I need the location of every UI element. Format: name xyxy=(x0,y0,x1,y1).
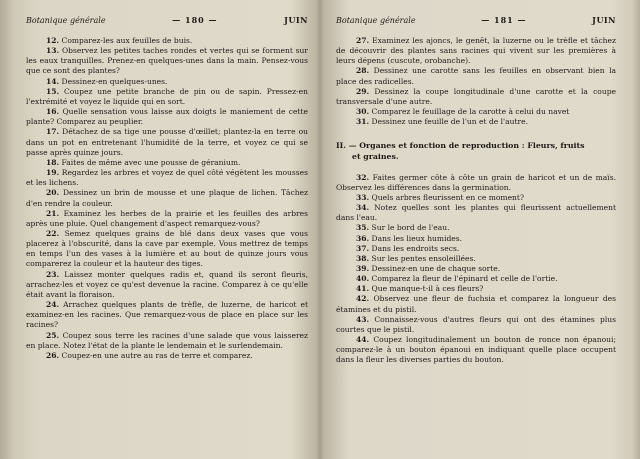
exercise-text: Dessinez-en quelques-unes. xyxy=(61,76,168,86)
exercise-item xyxy=(26,209,308,229)
exercise-number: 41. xyxy=(356,284,370,294)
exercise-number: 35. xyxy=(356,223,370,233)
right-page-body xyxy=(336,36,616,366)
exercise-text: Observez les petites taches rondes et vertes qui se forment sur les eaux tranquilles. Prenez-en quelques-unes dans la main. Pensez-vous que ce sont des plantes? xyxy=(26,46,308,76)
exercise-number: 43. xyxy=(356,314,370,324)
exercise-text: Comparez la fleur de l'épinard et celle de l'ortie. xyxy=(371,274,558,284)
exercise-text: Comparez-les aux feuilles de buis. xyxy=(61,36,193,45)
exercise-item xyxy=(26,46,308,76)
exercise-item xyxy=(336,203,616,223)
exercise-number: 25. xyxy=(46,330,60,340)
exercise-item xyxy=(336,264,616,274)
right-page-number: — 181 — xyxy=(481,15,527,25)
exercise-item xyxy=(26,168,308,188)
exercise-text: Coupez-en une autre au ras de terre et comparez. xyxy=(61,350,253,360)
exercise-item xyxy=(26,331,308,351)
exercise-item xyxy=(26,158,308,168)
exercise-number: 18. xyxy=(46,157,60,167)
exercise-text: Quels arbres fleurissent en ce moment? xyxy=(371,192,524,202)
exercise-text: Faites de même avec une pousse de géranium. xyxy=(61,157,241,167)
exercise-number: 42. xyxy=(356,294,370,304)
exercise-item xyxy=(336,117,616,127)
exercise-item xyxy=(336,107,616,117)
exercise-text: Examinez les ajoncs, le genêt, la luzerne ou le trèfle et tâchez de découvrir des plantes sans racines qui vivent sur les premières à leurs dépens (cuscute, orobanche). xyxy=(336,36,616,66)
exercise-item xyxy=(26,300,308,330)
exercise-text: Dessinez-en une de chaque sorte. xyxy=(371,264,501,273)
exercise-text: Que manque-t-il à ces fleurs? xyxy=(371,284,484,294)
exercise-item xyxy=(336,254,616,264)
left-page-body xyxy=(26,36,308,361)
exercise-text: Comparez le feuillage de la carotte à celui du navet xyxy=(371,107,570,117)
exercise-number: 40. xyxy=(356,274,370,284)
exercise-number: 36. xyxy=(356,233,370,243)
exercise-text: Regardez les arbres et voyez de quel côté végètent les mousses et les lichens. xyxy=(26,168,308,188)
exercise-text: Sur les pentes ensoleillées. xyxy=(371,253,476,263)
exercise-number: 16. xyxy=(46,107,60,117)
exercise-text: Dessinez une carotte sans les feuilles en observant bien la place des radicelles. xyxy=(336,66,616,86)
exercise-number: 30. xyxy=(356,107,370,117)
right-items-after xyxy=(336,173,616,366)
exercise-text: Dessinez un brin de mousse et une plaque de lichen. Tâchez d'en rendre la couleur. xyxy=(26,188,309,208)
exercise-item xyxy=(336,193,616,203)
exercise-number: 22. xyxy=(46,228,60,238)
exercise-item xyxy=(26,87,308,107)
exercise-item xyxy=(336,234,616,244)
exercise-item xyxy=(26,36,308,46)
exercise-text: Sur le bord de l'eau. xyxy=(371,223,450,233)
exercise-text: Laissez monter quelques radis et, quand ils seront fleuris, arrachez-les et voyez ce qu'est devenue la racine. Comparez à ce qu'elle était avant la floraison. xyxy=(26,269,308,299)
exercise-text: Quelle sensation vous laisse aux doigts le maniement de cette plante? Comparez au peuplier. xyxy=(26,107,308,127)
right-page-header xyxy=(336,13,616,27)
exercise-text: Faites germer côte à côte un grain de haricot et un de maïs. Observez les différences dans la germination. xyxy=(336,172,616,192)
right-running-title: Botanique générale xyxy=(336,15,416,25)
exercise-item xyxy=(336,66,616,86)
exercise-item xyxy=(336,284,616,294)
exercise-item xyxy=(336,335,616,365)
exercise-item xyxy=(26,77,308,87)
exercise-number: 20. xyxy=(46,188,60,198)
left-running-title: Botanique générale xyxy=(26,15,106,25)
exercise-number: 12. xyxy=(46,36,60,45)
exercise-text: Observez une fleur de fuchsia et comparez la longueur des étamines et du pistil. xyxy=(336,294,616,314)
right-page xyxy=(336,0,616,459)
left-page-number: — 180 — xyxy=(172,15,218,25)
exercise-item xyxy=(26,188,308,208)
exercise-number: 39. xyxy=(356,264,370,273)
left-month: JUIN xyxy=(284,15,308,25)
exercise-item xyxy=(336,223,616,233)
exercise-item xyxy=(336,87,616,107)
exercise-number: 33. xyxy=(356,192,370,202)
exercise-item xyxy=(26,107,308,127)
exercise-item xyxy=(336,274,616,284)
section-heading xyxy=(336,141,616,162)
right-items-before xyxy=(336,36,616,127)
exercise-item xyxy=(26,127,308,157)
exercise-item xyxy=(336,244,616,254)
exercise-text: Connaissez-vous d'autres fleurs qui ont des étamines plus courtes que le pistil. xyxy=(336,314,616,334)
exercise-text: Dans les endroits secs. xyxy=(371,243,460,253)
exercise-number: 13. xyxy=(46,46,60,56)
exercise-item xyxy=(336,173,616,193)
section-heading-line2: et graines. xyxy=(352,152,399,161)
exercise-item xyxy=(336,36,616,66)
exercise-number: 29. xyxy=(356,86,370,96)
exercise-number: 32. xyxy=(356,172,370,182)
exercise-text: Dessinez la coupe longitudinale d'une carotte et la coupe transversale d'une autre. xyxy=(336,86,616,106)
exercise-text: Détachez de sa tige une pousse d'œillet; plantez-la en terre ou dans un pot en entretenant l'humidité de la terre, et voyez ce qui se passe après quinze jours. xyxy=(26,127,308,157)
exercise-text: Semez quelques grains de blé dans deux vases que vous placerez à l'obscurité, dans la cave par exemple. Vous mettrez de temps en temps l'un des vases à la lumière et au bout de quinze jours vous comparerez la couleur et la hauteur des tiges. xyxy=(26,228,308,269)
exercise-number: 24. xyxy=(46,300,60,310)
exercise-item xyxy=(26,229,308,270)
exercise-number: 37. xyxy=(356,243,370,253)
exercise-text: Coupez une petite branche de pin ou de sapin. Pressez-en l'extrémité et voyez le liquide qui en sort. xyxy=(26,86,308,106)
exercise-item xyxy=(336,294,616,314)
exercise-text: Arrachez quelques plants de trèfle, de luzerne, de haricot et examinez-en les racines. Que remarquez-vous de place en place sur les racines? xyxy=(26,300,309,330)
exercise-number: 21. xyxy=(46,208,60,218)
exercise-number: 14. xyxy=(46,76,60,86)
exercise-text: Examinez les herbes de la prairie et les feuilles des arbres après une pluie. Quel changement d'aspect remarquez-vous? xyxy=(26,208,308,228)
exercise-number: 17. xyxy=(46,127,60,137)
exercise-number: 26. xyxy=(46,350,60,360)
exercise-item xyxy=(26,351,308,361)
exercise-text: Coupez sous terre les racines d'une salade que vous laisserez en place. Notez l'état de la plante le lendemain et le surlendemain. xyxy=(26,330,308,350)
exercise-number: 38. xyxy=(356,253,370,263)
section-heading-line1: II. — Organes et fonction de reproduction : Fleurs, fruits xyxy=(336,141,585,151)
exercise-text: Notez quelles sont les plantes qui fleurissent actuellement dans l'eau. xyxy=(336,203,617,223)
exercise-number: 19. xyxy=(46,168,60,178)
exercise-number: 23. xyxy=(46,269,60,279)
left-page xyxy=(26,0,308,459)
exercise-text: Dessinez une feuille de l'un et de l'autre. xyxy=(371,117,528,127)
exercise-text: Dans les lieux humides. xyxy=(371,233,463,243)
exercise-number: 15. xyxy=(46,86,60,96)
exercise-number: 31. xyxy=(356,117,370,127)
exercise-number: 27. xyxy=(356,36,370,45)
exercise-number: 34. xyxy=(356,203,370,213)
exercise-text: Coupez longitudinalement un bouton de ronce non épanoui; comparez-le à un bouton épanoui en indiquant quelle place occupent dans la fleur les diverses parties du bouton. xyxy=(336,335,616,365)
right-month: JUIN xyxy=(592,15,616,25)
exercise-number: 44. xyxy=(356,335,370,345)
left-page-header xyxy=(26,13,308,27)
exercise-item xyxy=(26,270,308,300)
exercise-number: 28. xyxy=(356,66,370,76)
exercise-item xyxy=(336,315,616,335)
